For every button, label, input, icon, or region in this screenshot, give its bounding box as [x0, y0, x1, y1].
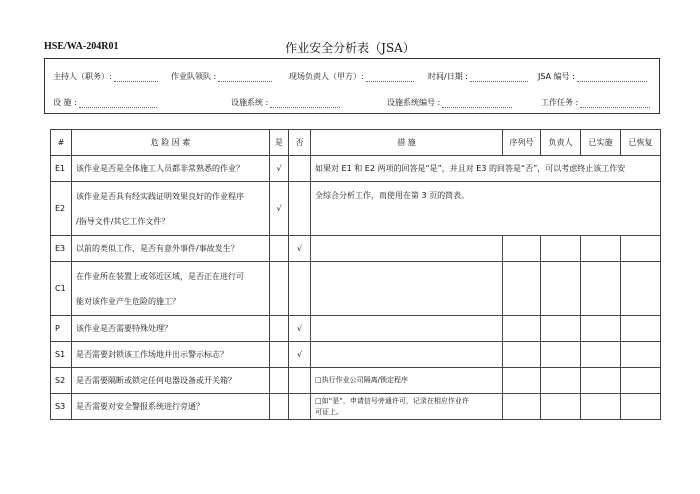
info-row-2 — [45, 93, 659, 113]
site-manager-label: 现场负责人（甲方）: — [289, 72, 364, 81]
jsa-number-field — [538, 71, 647, 82]
row-hazard — [72, 342, 270, 368]
table-row — [51, 342, 661, 368]
header-restored: 已恢复 — [621, 130, 661, 156]
date-input[interactable] — [470, 72, 528, 82]
yes-check[interactable]: √ — [270, 156, 289, 182]
no-check[interactable] — [289, 182, 311, 236]
seq-cell[interactable] — [503, 368, 541, 394]
host-input[interactable] — [114, 72, 158, 82]
restored-cell[interactable] — [621, 368, 661, 394]
site-manager-input[interactable] — [366, 72, 414, 82]
header-owner: 负责人 — [541, 130, 581, 156]
no-check[interactable]: √ — [289, 342, 311, 368]
row-id: S1 — [51, 342, 72, 368]
table-row — [51, 236, 661, 262]
row-hazard — [72, 316, 270, 342]
row-measure — [311, 182, 661, 236]
row-hazard — [72, 156, 270, 182]
document-code: HSE/WA-204R01 — [44, 41, 119, 52]
jsa-table — [50, 129, 661, 420]
hazard-line: 是否需要对安全警报系统进行旁通？ — [76, 402, 204, 411]
restored-cell[interactable] — [621, 262, 661, 316]
seq-cell[interactable] — [503, 262, 541, 316]
restored-cell[interactable] — [621, 316, 661, 342]
owner-cell[interactable] — [541, 394, 581, 420]
row-measure — [311, 156, 661, 182]
system-number-field — [387, 97, 512, 108]
team-leader-label: 作业队领队 : — [171, 72, 217, 81]
table-header-row — [51, 130, 661, 156]
restored-cell[interactable] — [621, 236, 661, 262]
row-id: E2 — [51, 182, 72, 236]
owner-cell[interactable] — [541, 368, 581, 394]
facility-system-input[interactable] — [270, 98, 340, 108]
info-row-1 — [45, 67, 659, 87]
owner-cell[interactable] — [541, 342, 581, 368]
table-row — [51, 262, 661, 316]
work-task-input[interactable] — [580, 98, 650, 108]
row-hazard — [72, 394, 270, 420]
measure-line: 如果对 E1 和 E2 两项的回答是“是”，并且对 E3 的回答是“否”，可以考虑终止该工作安 — [315, 164, 626, 173]
work-task-label: 工作任务 : — [541, 98, 579, 107]
measure-line: 可证上。 — [315, 407, 343, 416]
header-measure: 措 施 — [311, 130, 503, 156]
hazard-line: 以前的类似工作，是否有意外事件/事故发生？ — [76, 244, 239, 253]
no-check[interactable] — [289, 368, 311, 394]
team-leader-input[interactable] — [218, 72, 272, 82]
owner-cell[interactable] — [541, 316, 581, 342]
done-cell[interactable] — [581, 236, 621, 262]
header-hazard: 危 险 因 素 — [72, 130, 270, 156]
measure-line: □如“是”，申请信号旁通许可，记录在相应作业许 — [315, 396, 469, 405]
row-id: S3 — [51, 394, 72, 420]
table-row — [51, 156, 661, 182]
site-manager-field — [289, 71, 414, 82]
yes-check[interactable]: √ — [270, 182, 289, 236]
yes-check[interactable] — [270, 316, 289, 342]
row-id: E1 — [51, 156, 72, 182]
hazard-line: 该作业是否是全体施工人员都非常熟悉的作业？ — [76, 164, 244, 173]
row-measure — [311, 262, 503, 316]
row-hazard — [72, 182, 270, 236]
seq-cell[interactable] — [503, 342, 541, 368]
done-cell[interactable] — [581, 342, 621, 368]
header-done: 已实施 — [581, 130, 621, 156]
jsa-number-input[interactable] — [577, 72, 647, 82]
row-measure — [311, 394, 503, 420]
row-id: S2 — [51, 368, 72, 394]
system-number-label: 设施系统编号 : — [387, 98, 441, 107]
yes-check[interactable] — [270, 368, 289, 394]
done-cell[interactable] — [581, 316, 621, 342]
header-seq: 序列号 — [503, 130, 541, 156]
no-check[interactable] — [289, 394, 311, 420]
seq-cell[interactable] — [503, 236, 541, 262]
facility-system-field — [231, 97, 340, 108]
owner-cell[interactable] — [541, 236, 581, 262]
table-body — [51, 156, 661, 420]
work-task-field — [541, 97, 650, 108]
header-id: # — [51, 130, 72, 156]
jsa-number-label: JSA 编号 : — [538, 72, 575, 81]
no-check[interactable] — [289, 262, 311, 316]
row-measure — [311, 342, 503, 368]
header-no: 否 — [289, 130, 311, 156]
restored-cell[interactable] — [621, 342, 661, 368]
row-hazard — [72, 368, 270, 394]
measure-line: 全综合分析工作，而使用在第 3 页的筒表。 — [315, 191, 470, 200]
hazard-line: 在作业所在装置上或邻近区域，是否正在进行可 — [76, 271, 244, 281]
hazard-line: 能对该作业产生危险的施工？ — [76, 296, 180, 306]
team-leader-field — [171, 71, 272, 82]
date-label: 时间/日期 : — [428, 72, 468, 81]
header-yes: 是 — [270, 130, 289, 156]
hazard-line: /指导文件/其它工作文件？ — [76, 216, 170, 226]
hazard-line: 该作业是否具有经实践证明效果良好的作业程序 — [76, 191, 244, 201]
seq-cell[interactable] — [503, 394, 541, 420]
row-id: P — [51, 316, 72, 342]
measure-line: □执行作业公司隔离/锁定程序 — [315, 376, 408, 384]
row-hazard — [72, 236, 270, 262]
owner-cell[interactable] — [541, 262, 581, 316]
row-id: E3 — [51, 236, 72, 262]
host-field — [53, 71, 158, 82]
yes-check[interactable] — [270, 262, 289, 316]
facility-system-label: 设施系统 : — [231, 98, 269, 107]
hazard-line: 该作业是否需要特殊处理？ — [76, 324, 172, 333]
yes-check[interactable] — [270, 342, 289, 368]
facility-input[interactable] — [79, 98, 157, 108]
table-row — [51, 394, 661, 420]
yes-check[interactable] — [270, 236, 289, 262]
system-number-input[interactable] — [442, 98, 512, 108]
done-cell[interactable] — [581, 368, 621, 394]
row-measure — [311, 316, 503, 342]
done-cell[interactable] — [581, 394, 621, 420]
no-check[interactable] — [289, 156, 311, 182]
info-box — [44, 58, 660, 114]
restored-cell[interactable] — [621, 394, 661, 420]
hazard-line: 是否需要封锁该工作场地并出示警示标志？ — [76, 350, 228, 359]
table-row — [51, 368, 661, 394]
row-hazard — [72, 262, 270, 316]
table-row — [51, 182, 661, 236]
host-label: 主持人（职务）: — [53, 72, 112, 81]
yes-check[interactable] — [270, 394, 289, 420]
facility-label: 设 施 : — [53, 98, 77, 107]
seq-cell[interactable] — [503, 316, 541, 342]
done-cell[interactable] — [581, 262, 621, 316]
row-measure — [311, 236, 503, 262]
row-id: C1 — [51, 262, 72, 316]
row-measure — [311, 368, 503, 394]
table-row — [51, 316, 661, 342]
facility-field — [53, 97, 157, 108]
no-check[interactable]: √ — [289, 236, 311, 262]
document-title: 作业安全分析表（JSA） — [285, 41, 415, 55]
date-field — [428, 71, 528, 82]
no-check[interactable]: √ — [289, 316, 311, 342]
hazard-line: 是否需要隔断或锁定任何电器设备或开关箱？ — [76, 376, 236, 385]
